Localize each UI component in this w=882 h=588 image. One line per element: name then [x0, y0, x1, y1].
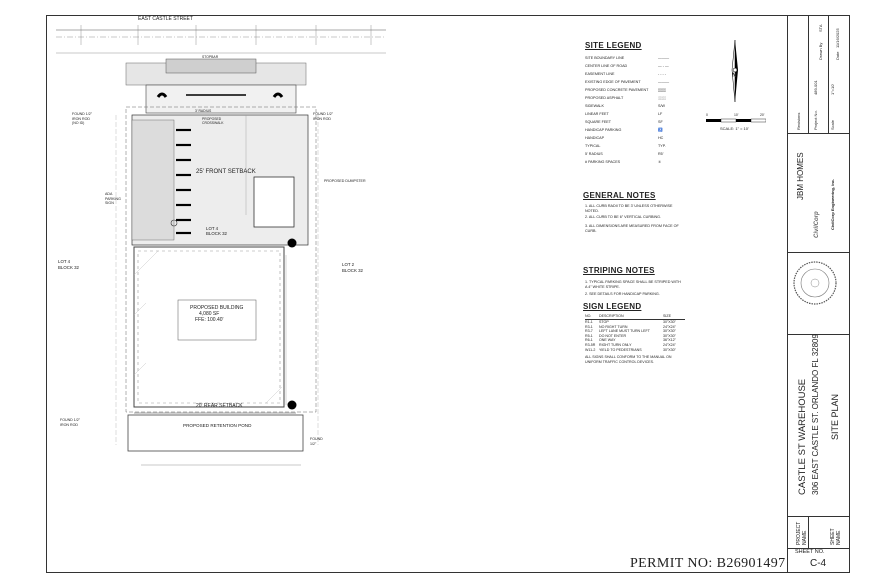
front-setback-label: 25' FRONT SETBACK [196, 169, 256, 175]
permit-number: PERMIT NO: B26901497 [630, 556, 786, 571]
scale-bar [706, 118, 766, 124]
sheet-no-label: SHEET NO. [795, 549, 825, 555]
legend-row: SQUARE FEET SF [585, 120, 663, 124]
sheet-no: C-4 [810, 558, 827, 569]
sheet-name: SITE PLAN [830, 393, 840, 440]
legend-row: HANDICAP PARKING ♿ [585, 128, 663, 132]
lot-center-label: LOT 4 [206, 226, 219, 231]
project-name: CASTLE ST WAREHOUSE [797, 378, 808, 495]
lot-right-label: LOT 2 [342, 262, 355, 267]
drawn-by-value: STA [818, 24, 823, 32]
crosswalk-label: PROPOSED CROSSWALK [202, 117, 224, 125]
legend-row: SIDEWALK S/W [585, 104, 665, 108]
project-no-label: Project No. [813, 110, 818, 130]
site-plan-drawing [46, 15, 606, 570]
sign-legend-row: R1-1 STOP 30"X30" [585, 320, 676, 324]
client-name: JBM HOMES [796, 152, 805, 200]
firm-name: CivilCorp Engineering, Inc. [830, 178, 835, 230]
legend-row: HANDICAP HC [585, 136, 664, 140]
found-rod-bl: FOUND 1/2" IRON ROD [60, 418, 81, 427]
scale-tick-2: 20' [760, 113, 765, 117]
rear-setback-label: 20' REAR SETBACK [196, 403, 243, 409]
sign-legend-row: W11-2 YIELD TO PEDESTRIANS 30"X30" [585, 347, 676, 352]
scale-field-value: 1"=10' [830, 83, 835, 95]
project-no-value: 489-001 [813, 80, 818, 95]
sign-legend-row: R3-7 LEFT LANE MUST TURN LEFT 30"X30" [585, 329, 676, 334]
site-legend-title: SITE LEGEND [585, 41, 642, 50]
scale-tick-0: 0 [706, 113, 708, 117]
drawn-by-label: Drawn By [818, 42, 823, 60]
striping-note: 2. SEE DETAILS FOR HANDICAP PARKING. [585, 292, 660, 296]
legend-row: 5' RADIUS R5' [585, 152, 664, 156]
sign-legend-row: R3-5R RIGHT TURN ONLY 24"X24" [585, 342, 676, 347]
scale-field-label: Scale [830, 119, 835, 130]
sign-legend-title: SIGN LEGEND [583, 302, 642, 311]
project-address: 306 EAST CASTLE ST. ORLANDO FL 32809 [811, 334, 820, 495]
legend-row: # PARKING SPACES ⑤ [585, 160, 662, 164]
block-left-label: BLOCK 32 [58, 265, 79, 270]
general-notes-title: GENERAL NOTES [583, 191, 656, 200]
sign-legend-row: R3-1 NO RIGHT TURN 24"X24" [585, 324, 676, 329]
general-note: 2. ALL CURB TO BE 6" VERTICAL CURBING. [585, 215, 662, 219]
sheet-name-label: SHEET NAME [830, 528, 842, 545]
north-letter: N [732, 73, 737, 79]
legend-row: PROPOSED ASPHALT ░░░ [585, 96, 666, 100]
sign-legend-row: R6-1 ONE WAY 36"X12" [585, 338, 676, 343]
striping-note: 1. TYPICAL PARKING SPACE SHALL BE STRIPED WITH A 4" WHITE STRIPE. [585, 280, 681, 289]
sign-legend-footer: ALL SIGNS SHALL CONFORM TO THE MANUAL ON UNIFORM TRAFFIC CONTROL DEVICES. [585, 355, 672, 364]
date-value: 11/16/2025 [835, 28, 840, 48]
general-note: 1. ALL CURB RADII TO BE 3' UNLESS OTHERWISE NOTED. [585, 204, 673, 213]
ada-parking-label: ADA PARKING SIGN [105, 192, 121, 206]
street-label: EAST CASTLE STREET [138, 16, 193, 22]
retention-pond-label: PROPOSED RETENTION POND [183, 423, 252, 428]
scale-label: SCALE: 1" = 10' [720, 126, 749, 131]
striping-notes-title: STRIPING NOTES [583, 266, 655, 275]
found-rod-tl: FOUND 1/2" IRON ROD (NO ID) [72, 112, 93, 126]
stopbar-label: STOPBAR [202, 55, 219, 59]
scale-tick-1: 10' [734, 113, 739, 117]
legend-row: SITE BOUNDARY LINE ——— [585, 56, 670, 60]
sign-legend-table [585, 314, 685, 364]
sign-legend-row: R5-1 DO NOT ENTER 30"X30" [585, 333, 676, 338]
building-label: PROPOSED BUILDING [190, 305, 244, 311]
block-right-label: BLOCK 32 [342, 268, 363, 273]
ffe-label: FFE: 100.40' [195, 317, 224, 323]
sign-legend-header: NO. DESCRIPTION SIZE [585, 314, 685, 320]
legend-row: EASEMENT LINE - - - - [585, 72, 666, 76]
lot-left-label: LOT 4 [58, 259, 71, 264]
building-area: 4,080 SF [199, 311, 220, 317]
block-center-label: BLOCK 32 [206, 231, 227, 236]
general-note: 3. ALL DIMENSIONS ARE MEASURED FROM FACE OF CURB. [585, 224, 679, 233]
legend-row: LINEAR FEET LF [585, 112, 663, 116]
firm-logo: CivilCorp [814, 211, 820, 238]
legend-row: EXISTING EDGE OF PAVEMENT ——— [585, 80, 670, 84]
engineer-seal [790, 258, 840, 308]
dumpster-label: PROPOSED DUMPSTER [324, 179, 366, 183]
legend-row: PROPOSED CONCRETE PAVEMENT ▒▒▒ [585, 88, 666, 92]
found-rod-br: FOUND 1/2" [310, 437, 323, 446]
legend-row: TYPICAL TYP. [585, 144, 666, 148]
found-rod-tr: FOUND 1/2" IRON ROD [313, 112, 334, 121]
revisions-label: Revisions [796, 112, 801, 130]
project-name-label: PROJECT NAME [796, 521, 808, 545]
radius-label: 3' RADIUS [195, 109, 212, 113]
date-label: Date [835, 51, 840, 60]
legend-row: CENTER LINE OF ROAD — - — [585, 64, 669, 68]
